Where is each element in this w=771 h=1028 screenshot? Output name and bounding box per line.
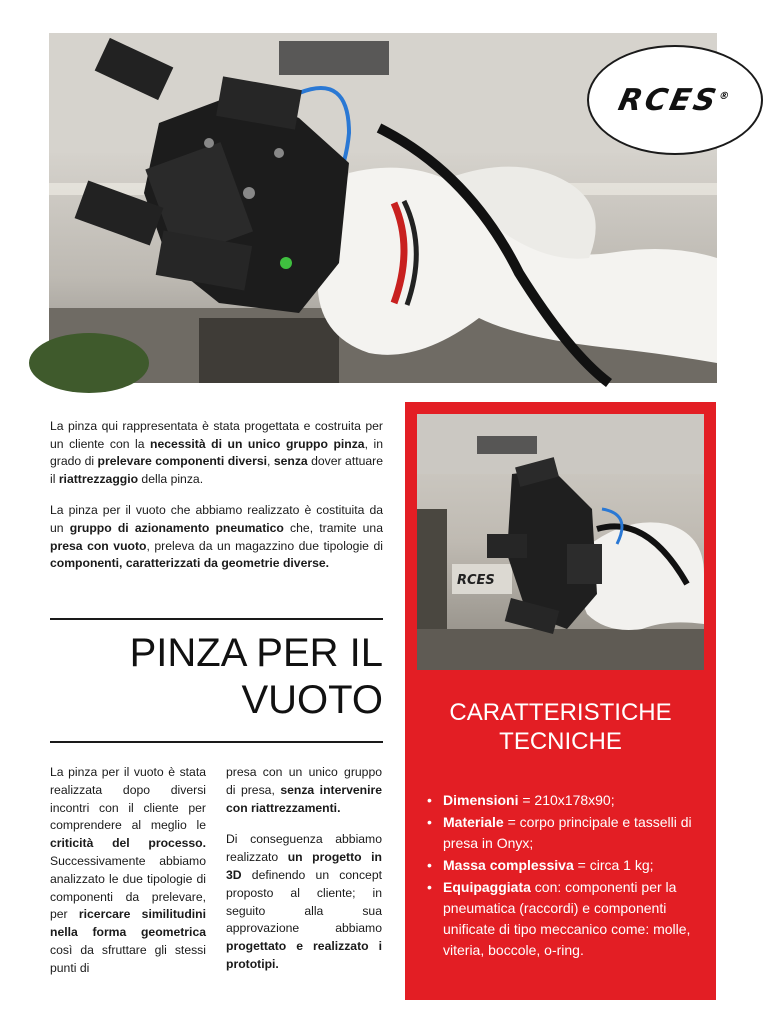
bullet-dot: • (427, 814, 432, 830)
company-logo (587, 45, 763, 155)
page-title-line-1: PINZA PER IL (129, 631, 383, 675)
specs-title-line-2: TECNICHE (499, 728, 622, 755)
bold-text-run: necessità di un unico gruppo pinza (150, 436, 365, 451)
spec-item (425, 855, 709, 876)
title-rule-top (50, 618, 383, 620)
bold-text-run: un progetto in 3D (226, 850, 382, 882)
bold-text-run: riattrezzaggio (58, 471, 139, 486)
text-run: , (266, 454, 274, 469)
page-title (50, 630, 383, 724)
body-column-right (226, 764, 382, 988)
text-run: che, tramite una (283, 520, 383, 535)
page-title-line-2: VUOTO (241, 678, 383, 722)
bold-text-run: progettato e realizzato i prototipi. (226, 939, 382, 971)
spec-label: Massa complessiva (443, 857, 574, 873)
bullet-dot: • (427, 879, 432, 895)
bullet-dot: • (427, 792, 432, 808)
body-column-left-text (50, 764, 206, 978)
spec-text: = circa 1 kg; (573, 857, 654, 873)
bold-text-run: componenti, caratterizzati da geometrie diverse. (50, 556, 330, 571)
bold-text-run: presa con vuoto (50, 538, 147, 553)
spec-text: con: componenti per la pneumatica (raccordi) e componenti unificate di tipo meccanico come: molle, viteria, boccole, o-ring. (443, 879, 691, 958)
hero-photo (49, 33, 734, 383)
intro-paragraph-1 (50, 418, 383, 488)
robot-arm-illustration (417, 414, 704, 670)
spec-label: Dimensioni (443, 792, 519, 808)
spec-text: = corpo principale e tasselli di presa in Onyx; (443, 814, 692, 851)
text-run: , in grado di (50, 436, 383, 469)
body-column-right-paragraph-1 (226, 764, 382, 817)
specs-list (425, 790, 709, 962)
body-column-left (50, 764, 206, 992)
text-run: della pinza. (138, 471, 204, 486)
panel-photo-logo: RCES (457, 573, 495, 588)
specs-title (405, 698, 716, 756)
text-run: presa con un unico gruppo di presa, (226, 765, 382, 797)
intro-paragraph-2 (50, 502, 383, 572)
bold-text-run: ricercare similitudini nella forma geometrica (50, 907, 206, 940)
title-rule-bottom (50, 741, 383, 743)
bold-text-run: gruppo di azionamento pneumatico (69, 520, 284, 535)
text-run: definendo un concept proposto al cliente; in seguito alla sua approvazione abbiamo (226, 867, 382, 936)
bold-text-run: criticità del processo. (50, 836, 206, 851)
spec-item (425, 877, 709, 961)
bullet-dot: • (427, 857, 432, 873)
text-run: , preleva da un magazzino due tipologie di (146, 538, 383, 553)
spec-item (425, 790, 709, 811)
body-column-right-paragraph-2 (226, 831, 382, 973)
specs-panel (405, 402, 716, 1000)
text-run: La pinza per il vuoto che abbiamo realizzato è costituita da un (50, 503, 383, 535)
specs-title-line-1: CARATTERISTICHE (449, 699, 672, 726)
text-run: dover attuare il (50, 454, 383, 486)
text-run: La pinza qui rappresentata è stata progettata e costruita per un cliente con la (50, 419, 383, 451)
spec-item (425, 812, 709, 854)
logo-registered-mark: ® (717, 90, 734, 102)
text-run: Successivamente abbiamo analizzato le due tipologie di componenti da prelevare, per (50, 853, 206, 922)
bold-text-run: senza intervenire con riattrezzamenti. (226, 782, 382, 815)
text-run: così da sfruttare gli stessi punti di (50, 942, 206, 975)
logo-text: RCES (615, 82, 722, 118)
spec-label: Materiale (443, 814, 504, 830)
panel-photo (417, 414, 704, 670)
spec-label: Equipaggiata (443, 879, 531, 895)
text-run: Di conseguenza abbiamo realizzato (226, 832, 382, 865)
intro-text (50, 418, 383, 587)
bold-text-run: prelevare componenti diversi (97, 454, 267, 469)
bold-text-run: senza (273, 454, 308, 469)
spec-text: = 210x178x90; (518, 792, 615, 808)
text-run: La pinza per il vuoto è stata realizzata dopo diversi incontri con il cliente per comprendere al meglio le (50, 765, 206, 833)
